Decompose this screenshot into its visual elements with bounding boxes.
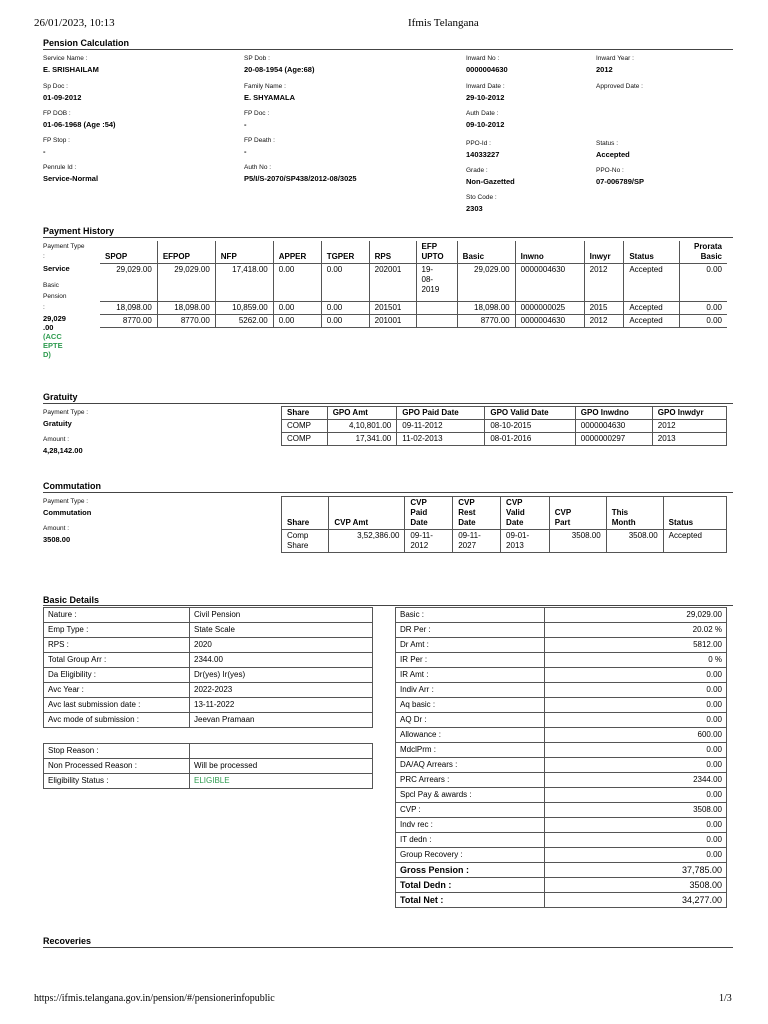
cell: Accepted <box>624 315 679 328</box>
cell: Total Dedn : <box>396 878 545 893</box>
cell: IT dedn : <box>396 833 545 848</box>
cell: 201501 <box>369 302 416 315</box>
col-cvp-amt: CVP Amt <box>329 497 405 530</box>
cell: Dr Amt : <box>396 638 545 653</box>
table-row <box>282 433 727 446</box>
table-row <box>396 758 727 773</box>
cell: Group Recovery : <box>396 848 545 863</box>
cell: 8770.00 <box>100 315 157 328</box>
cell: Will be processed <box>190 759 373 774</box>
col-status: Status <box>663 497 726 530</box>
cell: 17,418.00 <box>215 264 273 302</box>
cell: 09-01- 2013 <box>501 530 550 553</box>
table-row <box>396 848 727 863</box>
cell <box>416 315 457 328</box>
grade-value: Non-Gazetted <box>466 177 515 186</box>
cell: 0 % <box>545 653 727 668</box>
col-status: Status <box>624 241 679 264</box>
cell: 202001 <box>369 264 416 302</box>
commutation-table <box>281 496 727 553</box>
table-row <box>44 623 373 638</box>
inward-year-label: Inward Year : <box>596 55 634 62</box>
cell <box>190 744 373 759</box>
cell: 0.00 <box>545 683 727 698</box>
cell: 0000004630 <box>515 264 584 302</box>
cell: Stop Reason : <box>44 744 190 759</box>
gratuity-amount-label: Amount : <box>43 436 70 443</box>
cell: 0000004630 <box>515 315 584 328</box>
table-row <box>44 683 373 698</box>
col-cvp-part: CVP Part <box>549 497 606 530</box>
cell: 20.02 % <box>545 623 727 638</box>
basic-details-left-table <box>43 607 373 728</box>
sp-dob-value: 20-08-1954 (Age:68) <box>244 65 315 74</box>
auth-no-value: P5/I/S-2070/SP438/2012-08/3025 <box>244 174 357 183</box>
cell: 29,029.00 <box>157 264 215 302</box>
cell: Accepted <box>663 530 726 553</box>
col-gpo-amt: GPO Amt <box>327 407 397 420</box>
table-row <box>44 759 373 774</box>
basic-pension-status-2: EPTE <box>43 341 63 350</box>
cell: Total Net : <box>396 893 545 908</box>
table-row <box>396 713 727 728</box>
cell: RPS : <box>44 638 190 653</box>
table-row <box>44 668 373 683</box>
table-row <box>100 302 727 315</box>
cell: 0.00 <box>545 818 727 833</box>
cell: Basic : <box>396 608 545 623</box>
total-dedn-row <box>396 878 727 893</box>
section-divider <box>43 492 733 493</box>
fp-stop-label: FP Stop : <box>43 137 70 144</box>
cell: 4,10,801.00 <box>327 420 397 433</box>
payment-history-title: Payment History <box>43 226 115 236</box>
auth-no-label: Auth No : <box>244 164 272 171</box>
col-efpop: EFPOP <box>157 241 215 264</box>
col-tgper: TGPER <box>321 241 369 264</box>
col-efp-upto: EFP UPTO <box>416 241 457 264</box>
payment-type-value: Service <box>43 264 70 273</box>
table-row <box>100 315 727 328</box>
basic-pension-label-2: Pension <box>43 293 67 300</box>
cell: 0.00 <box>321 302 369 315</box>
page-number: 1/3 <box>719 993 732 1004</box>
col-spop: SPOP <box>100 241 157 264</box>
section-divider <box>43 947 733 948</box>
section-divider <box>43 49 733 50</box>
cell: COMP <box>282 420 328 433</box>
table-row <box>396 668 727 683</box>
cell: 3508.00 <box>606 530 663 553</box>
cell: 18,098.00 <box>100 302 157 315</box>
table-row <box>44 638 373 653</box>
cell: 0000004630 <box>575 420 652 433</box>
gratuity-payment-type-label: Payment Type : <box>43 409 89 416</box>
ppo-id-label: PPO-Id : <box>466 140 491 147</box>
col-this-month: This Month <box>606 497 663 530</box>
cell: Non Processed Reason : <box>44 759 190 774</box>
cell: 29,029.00 <box>545 608 727 623</box>
commutation-amount-value: 3508.00 <box>43 535 71 544</box>
cell: COMP <box>282 433 328 446</box>
status-label: Status : <box>596 140 619 147</box>
cell: Avc Year : <box>44 683 190 698</box>
cell: 0.00 <box>545 743 727 758</box>
gratuity-payment-type-value: Gratuity <box>43 419 72 428</box>
col-nfp: NFP <box>215 241 273 264</box>
cell: 2012 <box>584 315 624 328</box>
table-row <box>396 608 727 623</box>
recoveries-title: Recoveries <box>43 936 92 946</box>
cell: 0.00 <box>545 713 727 728</box>
auth-date-label: Auth Date : <box>466 110 499 117</box>
inward-no-value: 0000004630 <box>466 65 508 74</box>
fp-dob-label: FP DOB : <box>43 110 71 117</box>
cell: MdclPrm : <box>396 743 545 758</box>
table-row <box>44 713 373 728</box>
pension-calculation-title: Pension Calculation <box>43 38 130 48</box>
cell: Gross Pension : <box>396 863 545 878</box>
family-name-value: E. SHYAMALA <box>244 93 295 102</box>
cell: Avc mode of submission : <box>44 713 190 728</box>
cell: 2012 <box>652 420 726 433</box>
print-datetime: 26/01/2023, 10:13 <box>34 17 115 29</box>
ppo-id-value: 14033227 <box>466 150 500 159</box>
cell: Spcl Pay & awards : <box>396 788 545 803</box>
inward-date-label: Inward Date : <box>466 83 505 90</box>
cell: 19- 08- 2019 <box>416 264 457 302</box>
auth-date-value: 09-10-2012 <box>466 120 505 129</box>
cell: 8770.00 <box>157 315 215 328</box>
service-name-value: E. SRISHAILAM <box>43 65 99 74</box>
cell: 600.00 <box>545 728 727 743</box>
grade-label: Grade : <box>466 167 488 174</box>
payment-history-table <box>100 241 727 328</box>
basic-pension-status-3: D) <box>43 350 51 359</box>
section-divider <box>43 403 733 404</box>
cell: 0.00 <box>545 698 727 713</box>
cell: 3,52,386.00 <box>329 530 405 553</box>
basic-pension-label-1: Basic <box>43 282 59 289</box>
payment-type-label: Payment Type <box>43 243 85 250</box>
table-row <box>282 530 727 553</box>
col-apper: APPER <box>273 241 321 264</box>
col-inwyr: Inwyr <box>584 241 624 264</box>
col-cvp-rest-date: CVP Rest Date <box>453 497 501 530</box>
col-rps: RPS <box>369 241 416 264</box>
cell: 08-01-2016 <box>485 433 575 446</box>
cell: 0.00 <box>273 264 321 302</box>
commutation-payment-type-value: Commutation <box>43 508 92 517</box>
payment-type-colon: : <box>43 253 45 260</box>
cell: 0.00 <box>545 668 727 683</box>
cell: 3508.00 <box>545 803 727 818</box>
inward-year-value: 2012 <box>596 65 613 74</box>
cell: 5262.00 <box>215 315 273 328</box>
commutation-amount-label: Amount : <box>43 525 70 532</box>
cell: DR Per : <box>396 623 545 638</box>
basic-pension-status-1: (ACC <box>43 332 62 341</box>
table-row <box>396 833 727 848</box>
cell: Da Eligibility : <box>44 668 190 683</box>
cell: 18,098.00 <box>157 302 215 315</box>
cell: 3508.00 <box>549 530 606 553</box>
col-basic: Basic <box>457 241 515 264</box>
inward-date-value: 29-10-2012 <box>466 93 505 102</box>
gratuity-table <box>281 406 727 446</box>
cell: Civil Pension <box>190 608 373 623</box>
total-net-value: 34,277.00 <box>545 893 727 908</box>
table-header-row <box>100 241 727 264</box>
sto-code-label: Sto Code : <box>466 194 497 201</box>
cell: 2013 <box>652 433 726 446</box>
cell: 29,029.00 <box>457 264 515 302</box>
cell: 0.00 <box>321 264 369 302</box>
commutation-payment-type-label: Payment Type : <box>43 498 89 505</box>
cell: 0.00 <box>679 264 727 302</box>
cell: Indiv Arr : <box>396 683 545 698</box>
cell: 0000000297 <box>575 433 652 446</box>
table-row <box>44 653 373 668</box>
cell: 09-11- 2012 <box>405 530 453 553</box>
cell: 13-11-2022 <box>190 698 373 713</box>
col-gpo-valid-date: GPO Valid Date <box>485 407 575 420</box>
cell: 0.00 <box>545 758 727 773</box>
cell: 18,098.00 <box>457 302 515 315</box>
cell: Nature : <box>44 608 190 623</box>
penrule-label: Penrule Id : <box>43 164 77 171</box>
ppo-no-value: 07-006789/SP <box>596 177 644 186</box>
cell: 0.00 <box>679 315 727 328</box>
sp-doc-label: Sp Doc : <box>43 83 68 90</box>
table-row <box>396 683 727 698</box>
page-url: https://ifmis.telangana.gov.in/pension/#/pensionerinfopublic <box>34 993 275 1004</box>
cell: Emp Type : <box>44 623 190 638</box>
cell: 08-10-2015 <box>485 420 575 433</box>
cell: 2022-2023 <box>190 683 373 698</box>
gross-pension-value: 37,785.00 <box>545 863 727 878</box>
cell: State Scale <box>190 623 373 638</box>
cell: AQ Dr : <box>396 713 545 728</box>
gross-pension-row <box>396 863 727 878</box>
table-row <box>100 264 727 302</box>
table-header-row <box>282 497 727 530</box>
total-dedn-value: 3508.00 <box>545 878 727 893</box>
table-row <box>396 638 727 653</box>
table-row <box>44 698 373 713</box>
cell: 29,029.00 <box>100 264 157 302</box>
service-name-label: Service Name : <box>43 55 88 62</box>
cell: Eligibility Status : <box>44 774 190 789</box>
fp-doc-label: FP Doc : <box>244 110 270 117</box>
cell: Jeevan Pramaan <box>190 713 373 728</box>
document-title: Ifmis Telangana <box>408 17 479 29</box>
gratuity-title: Gratuity <box>43 392 78 402</box>
col-cvp-valid-date: CVP Valid Date <box>501 497 550 530</box>
cell: 5812.00 <box>545 638 727 653</box>
col-prorata-basic: Prorata Basic <box>679 241 727 264</box>
cell: 0.00 <box>545 788 727 803</box>
basic-pension-colon: : <box>43 304 45 311</box>
sto-code-value: 2303 <box>466 204 483 213</box>
cell: 09-11- 2027 <box>453 530 501 553</box>
basic-pension-value-2: .00 <box>43 323 54 332</box>
col-gpo-paid-date: GPO Paid Date <box>397 407 485 420</box>
table-row <box>396 698 727 713</box>
col-cvp-paid-date: CVP Paid Date <box>405 497 453 530</box>
cell: 0.00 <box>273 302 321 315</box>
cell: Aq basic : <box>396 698 545 713</box>
cell: 201001 <box>369 315 416 328</box>
sp-dob-label: SP Dob : <box>244 55 270 62</box>
cell: 2344.00 <box>190 653 373 668</box>
cell: Comp Share <box>282 530 329 553</box>
table-row <box>396 773 727 788</box>
table-row <box>396 818 727 833</box>
commutation-title: Commutation <box>43 481 101 491</box>
status-table <box>43 743 373 789</box>
table-row <box>44 744 373 759</box>
fp-stop-value: - <box>43 147 46 156</box>
fp-dob-value: 01-06-1968 (Age :54) <box>43 120 116 129</box>
col-share: Share <box>282 407 328 420</box>
table-row <box>396 788 727 803</box>
fp-death-value: - <box>244 147 247 156</box>
basic-details-right-table <box>395 607 727 908</box>
ppo-no-label: PPO-No : <box>596 167 624 174</box>
cell: 0.00 <box>273 315 321 328</box>
cell <box>416 302 457 315</box>
cell: Allowance : <box>396 728 545 743</box>
table-row <box>282 420 727 433</box>
table-row <box>396 653 727 668</box>
cell: 2015 <box>584 302 624 315</box>
col-gpo-inwdno: GPO Inwdno <box>575 407 652 420</box>
table-row <box>396 623 727 638</box>
sp-doc-value: 01-09-2012 <box>43 93 82 102</box>
cell: 0000000025 <box>515 302 584 315</box>
col-share: Share <box>282 497 329 530</box>
cell: Accepted <box>624 302 679 315</box>
cell: 2012 <box>584 264 624 302</box>
cell: 2344.00 <box>545 773 727 788</box>
eligibility-status-value: ELIGIBLE <box>190 774 373 789</box>
cell: 09-11-2012 <box>397 420 485 433</box>
cell: IR Amt : <box>396 668 545 683</box>
cell: Indv rec : <box>396 818 545 833</box>
col-inwno: Inwno <box>515 241 584 264</box>
cell: 8770.00 <box>457 315 515 328</box>
table-row <box>396 743 727 758</box>
total-net-row <box>396 893 727 908</box>
section-divider <box>43 237 733 238</box>
basic-details-title: Basic Details <box>43 595 100 605</box>
cell: 0.00 <box>545 848 727 863</box>
status-value: Accepted <box>596 150 630 159</box>
table-row <box>44 608 373 623</box>
basic-pension-value-1: 29,029 <box>43 314 66 323</box>
table-row <box>396 803 727 818</box>
section-divider <box>43 605 733 606</box>
fp-death-label: FP Death : <box>244 137 275 144</box>
gratuity-amount-value: 4,28,142.00 <box>43 446 83 455</box>
cell: Avc last submission date : <box>44 698 190 713</box>
table-row <box>44 774 373 789</box>
cell: 0.00 <box>679 302 727 315</box>
table-row <box>396 728 727 743</box>
cell: 0.00 <box>321 315 369 328</box>
cell: Accepted <box>624 264 679 302</box>
cell: 2020 <box>190 638 373 653</box>
cell: 11-02-2013 <box>397 433 485 446</box>
cell: Total Group Arr : <box>44 653 190 668</box>
cell: 17,341.00 <box>327 433 397 446</box>
cell: CVP : <box>396 803 545 818</box>
approved-date-label: Approved Date : <box>596 83 643 90</box>
cell: Dr(yes) Ir(yes) <box>190 668 373 683</box>
fp-doc-value: - <box>244 120 247 129</box>
cell: 0.00 <box>545 833 727 848</box>
cell: PRC Arrears : <box>396 773 545 788</box>
cell: DA/AQ Arrears : <box>396 758 545 773</box>
inward-no-label: Inward No : <box>466 55 500 62</box>
family-name-label: Family Name : <box>244 83 286 90</box>
col-gpo-inwdyr: GPO Inwdyr <box>652 407 726 420</box>
cell: 10,859.00 <box>215 302 273 315</box>
penrule-value: Service-Normal <box>43 174 99 183</box>
table-header-row <box>282 407 727 420</box>
cell: IR Per : <box>396 653 545 668</box>
